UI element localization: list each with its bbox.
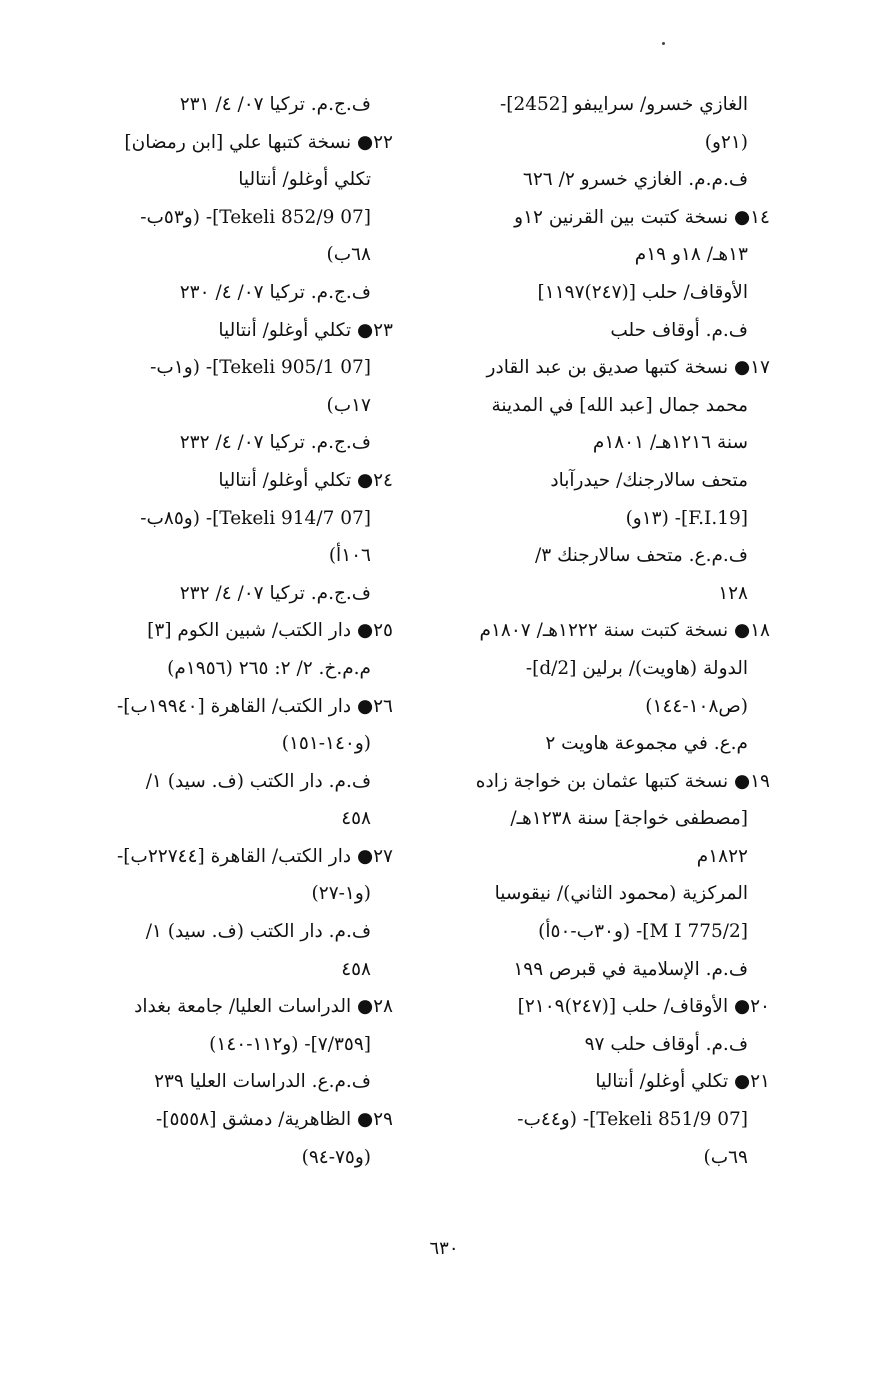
continuation-line: م.ع. في مجموعة هاويت ٢ bbox=[545, 733, 748, 755]
right-column bbox=[425, 86, 770, 1176]
continuation-line: سنة ١٢١٦هـ/ ١٨٠١م bbox=[592, 432, 748, 454]
continuation-line: (ص١٠٨-١٤٤) bbox=[645, 695, 748, 717]
continuation-line: [مصطفى خواجة] سنة ١٢٣٨هـ/ bbox=[510, 808, 748, 830]
continuation-line: ١٧ب) bbox=[326, 394, 371, 416]
continuation-line: ف.م.ع. الدراسات العليا ٢٣٩ bbox=[154, 1071, 371, 1093]
continuation-line: الأوقاف/ حلب [(٢٤٧)١١٩٧] bbox=[537, 281, 748, 303]
entry-line: ١٧● نسخة كتبها صديق بن عبد القادر bbox=[486, 357, 770, 379]
continuation-line: (٢١و) bbox=[704, 131, 748, 153]
entry-line: ٢٧● دار الكتب/ القاهرة [٢٢٧٤٤ب]- bbox=[116, 845, 393, 867]
entry-line: ٢٣● تكلي أوغلو/ أنتاليا bbox=[218, 319, 393, 341]
entry-line: ١٤● نسخة كتبت بين القرنين ١٢و bbox=[514, 206, 770, 228]
continuation-line: ف.ج.م. تركيا ٠٧/ ٤/ ٢٣١ bbox=[179, 94, 371, 115]
entry-line: ٢٠● الأوقاف/ حلب [(٢٤٧)٢١٠٩] bbox=[517, 996, 770, 1018]
continuation-line: ف.م. أوقاف حلب bbox=[610, 319, 748, 341]
continuation-line: المركزية (محمود الثاني)/ نيقوسيا bbox=[494, 883, 748, 905]
continuation-line: [07 Tekeli 852/9]- (و٥٣ب- bbox=[140, 206, 371, 228]
continuation-line: محمد جمال [عبد الله] في المدينة bbox=[491, 394, 748, 416]
left-column bbox=[48, 86, 393, 1176]
continuation-line: ١٣هـ/ ١٨و ١٩م bbox=[634, 244, 748, 266]
continuation-line: ٦٩ب) bbox=[703, 1146, 748, 1168]
continuation-line: [07 Tekeli 914/7]- (و٨٥ب- bbox=[140, 507, 371, 529]
continuation-line: تكلي أوغلو/ أنتاليا bbox=[238, 169, 371, 191]
entry-line: ١٩● نسخة كتبها عثمان بن خواجة زاده bbox=[475, 770, 770, 792]
continuation-line: (و٧٥-٩٤) bbox=[301, 1146, 371, 1168]
continuation-line: م.م.خ. ٢/ ٢: ٢٦٥ (١٩٥٦م) bbox=[167, 657, 371, 679]
entry-line: ٢٩● الظاهرية/ دمشق [٥٥٥٨]- bbox=[155, 1109, 393, 1131]
continuation-line: ١٨٢٢م bbox=[696, 845, 748, 867]
continuation-line: متحف سالارجنك/ حيدرآباد bbox=[550, 469, 748, 491]
continuation-line: ٤٥٨ bbox=[341, 808, 371, 830]
continuation-line: ٦٨ب) bbox=[326, 244, 371, 266]
entry-line: ٢٥● دار الكتب/ شبين الكوم [٣] bbox=[147, 620, 393, 642]
entry-line: ٢٤● تكلي أوغلو/ أنتاليا bbox=[218, 469, 393, 491]
continuation-line: ف.م. دار الكتب (ف. سيد) ١/ bbox=[145, 921, 371, 943]
scan-speck bbox=[662, 42, 665, 45]
continuation-line: [07 Tekeli 851/9]- (و٤٤ب- bbox=[517, 1109, 748, 1131]
continuation-line: ف.ج.م. تركيا ٠٧/ ٤/ ٢٣٠ bbox=[179, 281, 371, 303]
continuation-line: ف.ج.م. تركيا ٠٧/ ٤/ ٢٣٢ bbox=[179, 582, 371, 604]
continuation-line: (و١٤٠-١٥١) bbox=[281, 733, 371, 755]
continuation-line: ف.م. الإسلامية في قبرص ١٩٩ bbox=[513, 958, 748, 980]
page-number: ٦٣٠ bbox=[429, 1238, 459, 1259]
continuation-line: [M I 775/2]- (و٣٠ب-٥٠أ) bbox=[538, 921, 748, 943]
continuation-line: (و١-٢٧) bbox=[311, 883, 371, 905]
continuation-line: الغازي خسرو/ سرايبفو [2452]- bbox=[500, 94, 748, 115]
continuation-line: ١٠٦أ) bbox=[328, 545, 371, 567]
continuation-line: ١٢٨ bbox=[718, 582, 748, 604]
entry-line: ٢١● تكلي أوغلو/ أنتاليا bbox=[595, 1071, 770, 1093]
continuation-line: ف.م. دار الكتب (ف. سيد) ١/ bbox=[145, 770, 371, 792]
continuation-line: ٤٥٨ bbox=[341, 958, 371, 980]
continuation-line: ف.م. أوقاف حلب ٩٧ bbox=[584, 1033, 748, 1055]
entry-line: ٢٨● الدراسات العليا/ جامعة بغداد bbox=[134, 996, 393, 1018]
continuation-line: ف.ج.م. تركيا ٠٧/ ٤/ ٢٣٢ bbox=[179, 432, 371, 454]
continuation-line: [F.I.19]- (١٣و) bbox=[625, 507, 748, 529]
entry-line: ١٨● نسخة كتبت سنة ١٢٢٢هـ/ ١٨٠٧م bbox=[479, 620, 770, 642]
continuation-line: [٧/٣٥٩]- (و١١٢-١٤٠) bbox=[209, 1033, 371, 1055]
entry-line: ٢٢● نسخة كتبها علي [ابن رمضان] bbox=[124, 131, 393, 153]
continuation-line: ف.م.م. الغازي خسرو ٢/ ٦٢٦ bbox=[522, 169, 748, 191]
continuation-line: الدولة (هاويت)/ برلين [2/d]- bbox=[525, 657, 748, 679]
continuation-line: [07 Tekeli 905/1]- (و١ب- bbox=[150, 357, 371, 379]
entry-line: ٢٦● دار الكتب/ القاهرة [١٩٩٤٠ب]- bbox=[116, 695, 393, 717]
continuation-line: ف.م.ع. متحف سالارجنك ٣/ bbox=[535, 545, 748, 567]
